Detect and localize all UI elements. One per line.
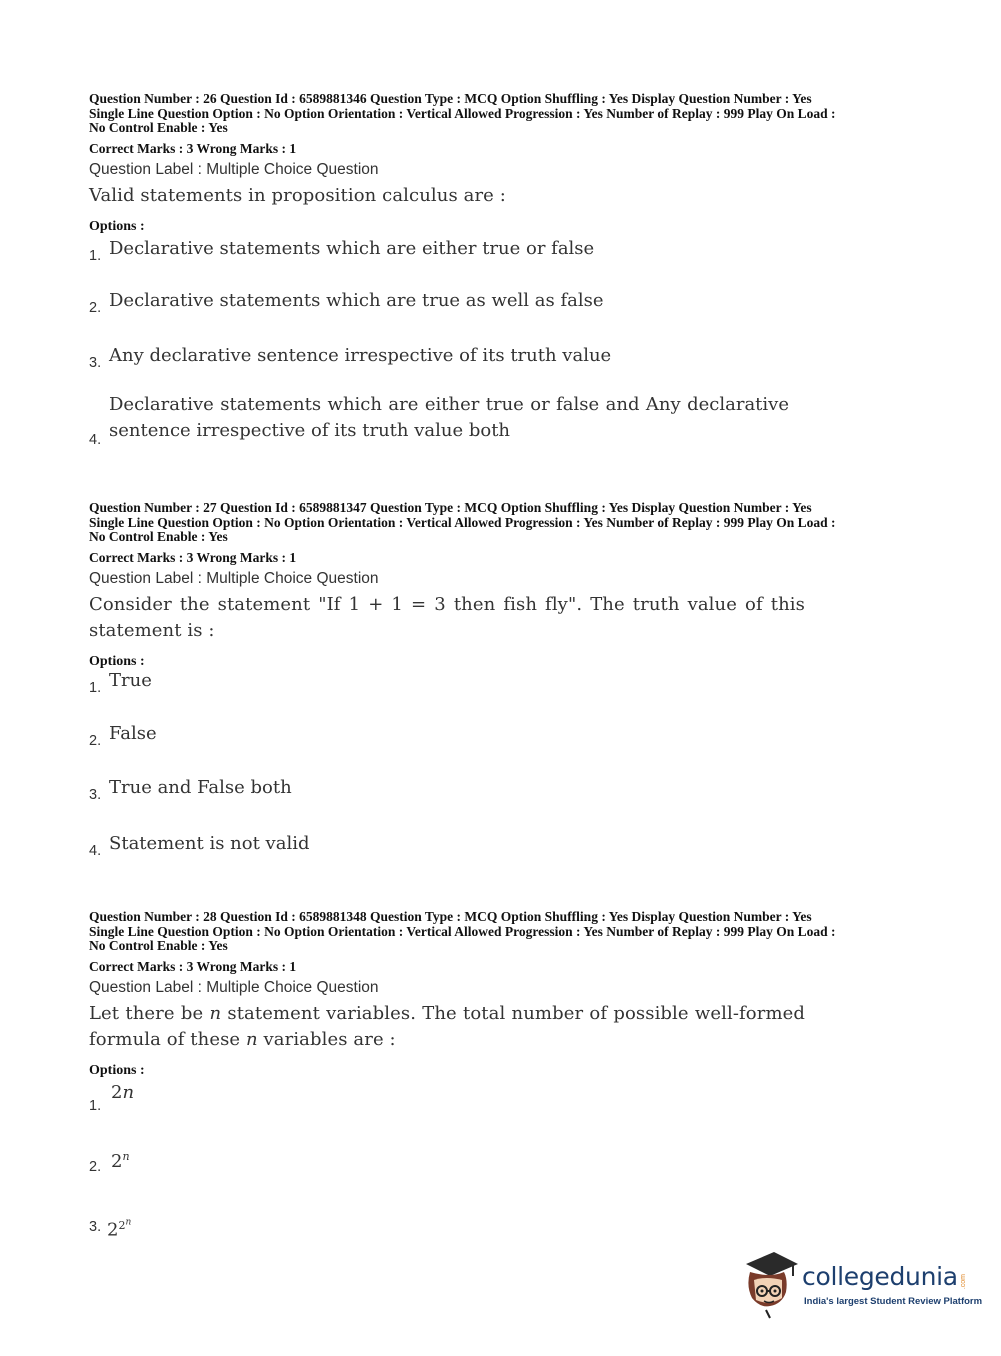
logo-tagline: India's largest Student Review Platform <box>804 1296 983 1307</box>
question-26 <box>89 92 929 235</box>
question-27 <box>89 501 929 670</box>
options-label: Options : <box>89 1062 145 1078</box>
collegedunia-logo <box>740 1250 983 1320</box>
marks-line: Correct Marks : 3 Wrong Marks : 1 <box>89 549 297 565</box>
logo-brand: collegedunia <box>802 1262 958 1291</box>
marks-line: Correct Marks : 3 Wrong Marks : 1 <box>89 140 297 156</box>
question-label: Question Label : Multiple Choice Question <box>89 569 379 587</box>
question-meta: Question Number : 27 Question Id : 6589881347 Question Type : MCQ Option Shuffling : Yes Display Question Number : Yes Single Line Question Option : No Option Orientation : Vertical Allowed Progression : Yes Number of Replay : 999 Play On Load : No Control Enable : Yes <box>89 500 836 545</box>
options-label: Options : <box>89 653 145 669</box>
logo-com: .com <box>960 1274 967 1290</box>
question-label: Question Label : Multiple Choice Question <box>89 160 379 178</box>
options-label: Options : <box>89 218 145 234</box>
question-meta: Question Number : 28 Question Id : 6589881348 Question Type : MCQ Option Shuffling : Yes Display Question Number : Yes Single Line Question Option : No Option Orientation : Vertical Allowed Progression : Yes Number of Replay : 999 Play On Load : No Control Enable : Yes <box>89 909 836 954</box>
question-text: Let there be n statement variables. The total number of possible well-formed formula of these n variables are : <box>89 1002 805 1050</box>
marks-line: Correct Marks : 3 Wrong Marks : 1 <box>89 958 297 974</box>
question-text: Consider the statement "If 1 + 1 = 3 then fish fly". The truth value of this statement is : <box>89 593 805 641</box>
question-label: Question Label : Multiple Choice Question <box>89 978 379 996</box>
question-text: Valid statements in proposition calculus are : <box>89 184 506 206</box>
question-meta: Question Number : 26 Question Id : 6589881346 Question Type : MCQ Option Shuffling : Yes Display Question Number : Yes Single Line Question Option : No Option Orientation : Vertical Allowed Progression : Yes Number of Replay : 999 Play On Load : No Control Enable : Yes <box>89 91 836 136</box>
question-28 <box>89 910 929 1079</box>
mascot-icon <box>740 1250 800 1320</box>
